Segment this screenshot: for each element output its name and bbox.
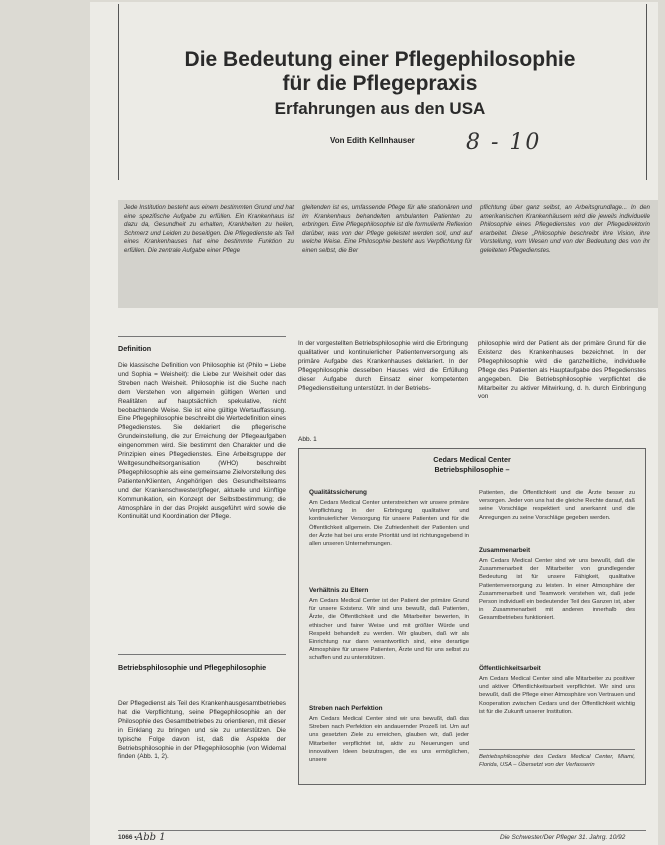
intro-col-1: Jede Institution besteht aus einem bestimmten Grund und hat eine spezifische Aufgabe zu erfüllen. Ein Krankenhaus ist dazu da, Gesundheit zu erhalten, Krankheiten zu heilen, Schmerz und Leiden zu beseitigen. Die Pflegedienste als Teil eines Krankenhauses hat eine bestimmte Funktion zu erfüllen. Die zentrale Aufgabe einer Pflege <box>124 204 294 254</box>
article-author: Von Edith Kellnhauser <box>330 136 415 145</box>
article-title-line1: Die Bedeutung einer Pflegephilosophie <box>184 48 576 71</box>
fig-text-perfect: Am Cedars Medical Center sind wir uns bewußt, daß das Streben nach Perfektion ein andauernder Prozeß ist. Um auf uns gesetzten Ziele zu erreichen, glauben wir, daß jeder Mitarbeiter verpflichtet ist, aktiv zu Neuerungen und innovativen Ideen beizutragen, die es uns ermöglichen, unsere <box>309 716 469 764</box>
fig-text-team: Am Cedars Medical Center sind wir uns bewußt, daß die Zusammenarbeit der Mitarbeiter von grundlegender Bedeutung ist für unsere Fähigkeit, qualitative Patientenversorgung zu leisten. In einer Atmosphäre der Zusammenarbeit und Teamwork verstehen wir, daß jede Person individuell ein bedeutender Teil des Ganzen ist, aber in Zusammenarbeit mit anderen innerhalb des Gesamtbetriebes funktioniert. <box>479 558 635 622</box>
heading-betrieb: Betriebsphilosophie und Pflegephilosophie <box>118 663 267 672</box>
rule-betrieb <box>118 654 286 655</box>
fig-caption-rule <box>479 749 635 750</box>
heading-definition: Definition <box>118 344 152 353</box>
fig-heading-quality: Qualitätssicherung <box>309 489 367 496</box>
figure-title-1: Cedars Medical Center <box>433 455 511 464</box>
para-right: philosophie wird der Patient als der primäre Grund für die Existenz des Krankenhauses bezeichnet. In der Pflegephilosophie wird die ganzheitliche, individuelle Pflege des Patienten als Hauptaufgabe des Pflegedienstes angegeben. Die Betriebsphilosophie verpflichtet die Mitarbeiter zu aktiver Mitwirkung, d. h. durch Einbringung von <box>478 340 646 401</box>
footer-page-number: 1066 • <box>118 834 137 841</box>
rule-definition <box>118 336 286 337</box>
para-definition: Die klassische Definition von Philosophie ist (Philo = Liebe und Sophia = Weisheit): die Liebe zur Weisheit oder das Streben nach Weisheit. Philosophie ist die Suche nach dem Verstehen von allgemein gültigen Werten und Realitäten auf hauptsächlich spekulative, nicht beobachtende Weise. Sie ist eine gültige Wertauffassung. Eine Pflegephilosophie beschreibt die Wertedefinition eines Pflegedienstes. Sie deklariert die pflegerische Grundeinstellung, die zur Erreichung der Pflegeaufgaben eingenommen wird. Sie bestimmt den Charakter und die Prinzipien eines Pflegedienstes. Eine Arbeitsgruppe der Weltgesundheitsorganisation (WHO) beschreibt Pflegephilosophie als eine gemeinsame Zielvorstellung des Patienten/Klienten, Angehörigen des Gesundheitsteams und der Krankenschwester/pfleger, aktuelle und künftige Kommunikation, ein Konzept der Selbstbestimmung; die Atmosphäre in der das Projekt ausgeführt wird sowie die Kontinuität und Koordination der Pflege. <box>118 362 286 521</box>
figure-box <box>298 448 646 785</box>
fig-text-right-1: Patienten, die Öffentlichkeit und die Ärzte besser zu versorgen. Jeder von uns hat die gleiche Rechte darauf, daß seine Vorschläge respektiert und anerkannt und die Anregungen zu seine Vorschläge gegeben werden. <box>479 490 635 521</box>
fig-caption: Betriebsphilosophie des Cedars Medical Center, Miami, Florida, USA – Übersetzt von der Verfasserin <box>479 754 635 769</box>
figure-title-2: Betriebsphilosophie – <box>434 465 510 474</box>
fig-heading-public: Öffentlichkeitsarbeit <box>479 665 541 672</box>
article-title-line2: für die Pflegepraxis <box>282 72 478 95</box>
para-betrieb: Der Pflegedienst als Teil des Krankenhausgesamtbetriebes hat die Verpflichtung, seine Pflegephilosophie an der Philosophie des Gesamtbetriebes zu orientieren, mit dieser in Einklang zu bringen und sie zu unterstützen. Die typische Folge davon ist, daß die Aspekte der Betriebsphilosophie in der Pflegephilosophie (von Widemal finden (Abb. 1, 2). <box>118 700 286 761</box>
fig-heading-respect: Verhältnis zu Eltern <box>309 587 369 594</box>
handwritten-page-numbers: 8 - 10 <box>466 130 542 155</box>
figure-label: Abb. 1 <box>298 436 317 443</box>
intro-box <box>118 200 658 308</box>
fig-text-respect: Am Cedars Medical Center ist der Patient der primäre Grund für unsere Existenz. Wir sind uns bewußt, daß Patienten, Ärzte, die Öffentlichkeit und die Mitarbeiter bewerten, in ethischer und fairer Weise und mit größter Würde und Respekt behandelt zu werden. Wir glauben, daß wir als Einrichtung nur dann verantwortlich sind, eine derartige Atmosphäre für unsere Patienten, Ärzte und für uns selbst zu schaffen und zu unterstützen. <box>309 598 469 662</box>
article-subtitle: Erfahrungen aus den USA <box>274 99 486 118</box>
fig-heading-team: Zusammenarbeit <box>479 547 531 554</box>
fig-text-public: Am Cedars Medical Center sind alle Mitarbeiter zu positiver und aktiver Öffentlichkeitsarbeit verpflichtet. Wir sind uns bewußt, daß die Pflege einer Atmosphäre von Vertrauen und Kooperation zwischen Cedars und der Öffentlichkeit wichtig ist für die Zukunft unserer Institution. <box>479 676 635 715</box>
para-middle: In der vorgestellten Betriebsphilosophie wird die Erbringung qualitativer und kontinuierlicher Patientenversorgung als primäre Aufgabe des Krankenhauses deklariert. In der Pflegephilosophie desselben Hauses wird die Erfüllung dieser Aufgabe durch Einsatz einer kompetenten Pflegedienstleitung unterstützt. In der Betriebs- <box>298 340 468 392</box>
footer-handwriting: Abb 1 <box>136 832 166 843</box>
footer-journal: Die Schwester/Der Pfleger 31. Jahrg. 10/92 <box>500 834 626 841</box>
fig-text-quality: Am Cedars Medical Center unterstreichen wir unsere primäre Verpflichtung in der Erbringung qualitativer und kontinuierlicher Versorgung für unsere Patienten und für die Öffentlichkeit allgemein. Die Zufriedenheit der Patienten und der Ärzte hat bei uns erste Priorität und ist richtungsgebend in allen unseren Unternehmungen. <box>309 500 469 548</box>
intro-col-2: gleitenden ist es, umfassende Pflege für alle stationären und im Krankenhaus behandelten ambulanten Patienten zu erbringen. Eine Pflegephilosophie ist die formulierte Reflexion darüber, was von der Pflege geleistet werden soll, und auf welche Weise. Eine Philosophie besteht aus Verpflichtung für einen selbst, die Ber <box>302 204 472 254</box>
footer-rule <box>118 830 646 831</box>
fig-heading-perfect: Streben nach Perfektion <box>309 705 383 712</box>
intro-col-3: pflichtung über ganz selbst, an Arbeitsgrundlage... In den amerikanischen Krankenhäusern wird die jeweils individuelle Philosophie eines Pflegedienstes von der Pflegedirektorin erarbeitet. Diese „Philosophie beschreibt ihre Vision, ihre Vorstellung, vom Wesen und von der Bedeutung des von ihr geleiteten Pflegedienstes. <box>480 204 650 254</box>
